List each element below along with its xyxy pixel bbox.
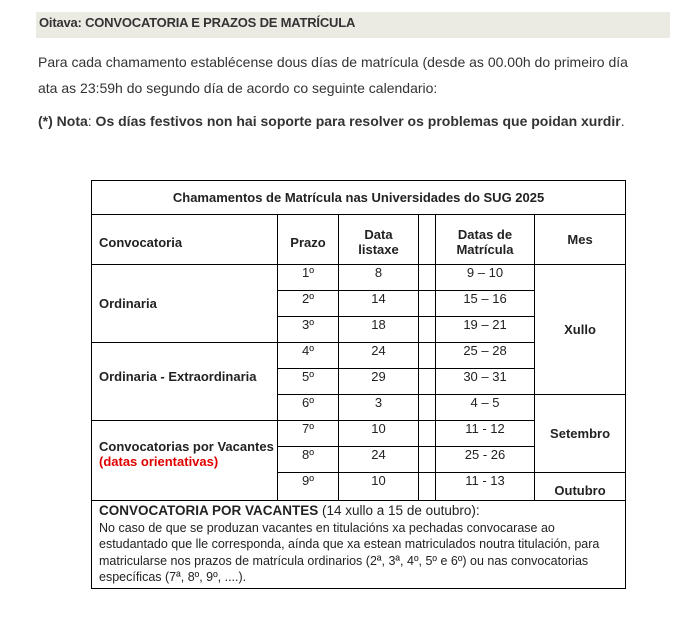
cell-spacer <box>419 395 436 421</box>
cell-prazo: 1º <box>278 265 339 291</box>
intro-paragraph-line-2: ata as 23:59h do segundo día de acordo co seguinte calendario: <box>38 80 438 96</box>
cell-listaxe: 18 <box>339 317 419 343</box>
table-header-row <box>92 215 626 265</box>
table-title: Chamamentos de Matrícula nas Universidades do SUG 2025 <box>92 181 626 215</box>
vacantes-footer <box>92 501 626 589</box>
month-xullo: Xullo <box>535 265 626 395</box>
header-datas-matricula-line1: Datas de <box>457 227 513 242</box>
enrollment-calendar-table <box>91 180 626 589</box>
cell-listaxe: 24 <box>339 447 419 473</box>
cell-spacer <box>419 343 436 369</box>
note-text: Os días festivos non hai soporte para resolver os problemas que poidan xurdir <box>91 113 621 129</box>
header-datas-matricula <box>436 215 535 265</box>
group-vacantes-note: (datas orientativas) <box>99 454 219 469</box>
cell-listaxe: 10 <box>339 421 419 447</box>
cell-prazo: 2º <box>278 291 339 317</box>
cell-matricula: 25 – 28 <box>436 343 535 369</box>
cell-matricula: 11 - 13 <box>436 473 535 501</box>
cell-prazo: 9º <box>278 473 339 501</box>
cell-prazo: 7º <box>278 421 339 447</box>
header-data-listaxe-line1: Data <box>364 227 393 242</box>
note-label: (*) Nota <box>38 113 88 129</box>
section-heading-bar <box>36 12 670 38</box>
month-outubro: Outubro <box>535 473 626 501</box>
cell-prazo: 8º <box>278 447 339 473</box>
note-end: . <box>620 113 625 129</box>
cell-spacer <box>419 447 436 473</box>
table-footer-row <box>92 501 626 589</box>
cell-listaxe: 3 <box>339 395 419 421</box>
header-data-listaxe <box>339 215 419 265</box>
header-spacer <box>419 215 436 265</box>
cell-spacer <box>419 317 436 343</box>
cell-listaxe: 29 <box>339 369 419 395</box>
group-ordinaria-extraordinaria: Ordinaria - Extraordinaria <box>92 343 278 421</box>
cell-prazo: 6º <box>278 395 339 421</box>
table-row <box>92 265 626 291</box>
cell-spacer <box>419 473 436 501</box>
month-setembro: Setembro <box>535 395 626 473</box>
cell-matricula: 9 – 10 <box>436 265 535 291</box>
footer-text: No caso de que se produzan vacantes en titulacións xa pechadas convocarase ao estudantado que lle corresponda, aínda que xa estean matriculados noutra titulación, para matricularse nos prazos de matrícula ordinarios (2ª, 3ª, 4º, 5º e 6º) ou nas convocatorias específicas (7ª, 8º, 9º, ....). <box>99 520 600 585</box>
cell-matricula: 19 – 21 <box>436 317 535 343</box>
cell-listaxe: 24 <box>339 343 419 369</box>
cell-listaxe: 10 <box>339 473 419 501</box>
group-vacantes-label: Convocatorias por Vacantes <box>99 439 274 454</box>
header-convocatoria: Convocatoria <box>92 215 278 265</box>
cell-matricula: 4 – 5 <box>436 395 535 421</box>
cell-spacer <box>419 291 436 317</box>
cell-prazo: 5º <box>278 369 339 395</box>
cell-matricula: 11 - 12 <box>436 421 535 447</box>
intro-paragraph-line-1: Para cada chamamento establécense dous días de matrícula (desde as 00.00h do primeiro día <box>38 54 628 70</box>
cell-listaxe: 14 <box>339 291 419 317</box>
cell-listaxe: 8 <box>339 265 419 291</box>
section-heading: Oitava: CONVOCATORIA E PRAZOS DE MATRÍCULA <box>39 15 356 30</box>
header-data-listaxe-line2: listaxe <box>358 242 399 257</box>
footer-heading-rest: (14 xullo a 15 de outubro): <box>318 503 480 519</box>
cell-matricula: 25 - 26 <box>436 447 535 473</box>
note-colon: : <box>87 113 92 129</box>
cell-matricula: 15 – 16 <box>436 291 535 317</box>
header-prazo: Prazo <box>278 215 339 265</box>
holiday-note <box>38 113 625 129</box>
header-mes: Mes <box>535 215 626 265</box>
footer-heading-bold: CONVOCATORIA POR VACANTES <box>99 503 319 519</box>
cell-spacer <box>419 369 436 395</box>
cell-prazo: 3º <box>278 317 339 343</box>
group-vacantes <box>92 421 278 501</box>
cell-prazo: 4º <box>278 343 339 369</box>
group-ordinaria: Ordinaria <box>92 265 278 343</box>
cell-spacer <box>419 421 436 447</box>
footer-heading <box>99 503 618 520</box>
header-datas-matricula-line2: Matrícula <box>456 242 514 257</box>
cell-matricula: 30 – 31 <box>436 369 535 395</box>
cell-spacer <box>419 265 436 291</box>
